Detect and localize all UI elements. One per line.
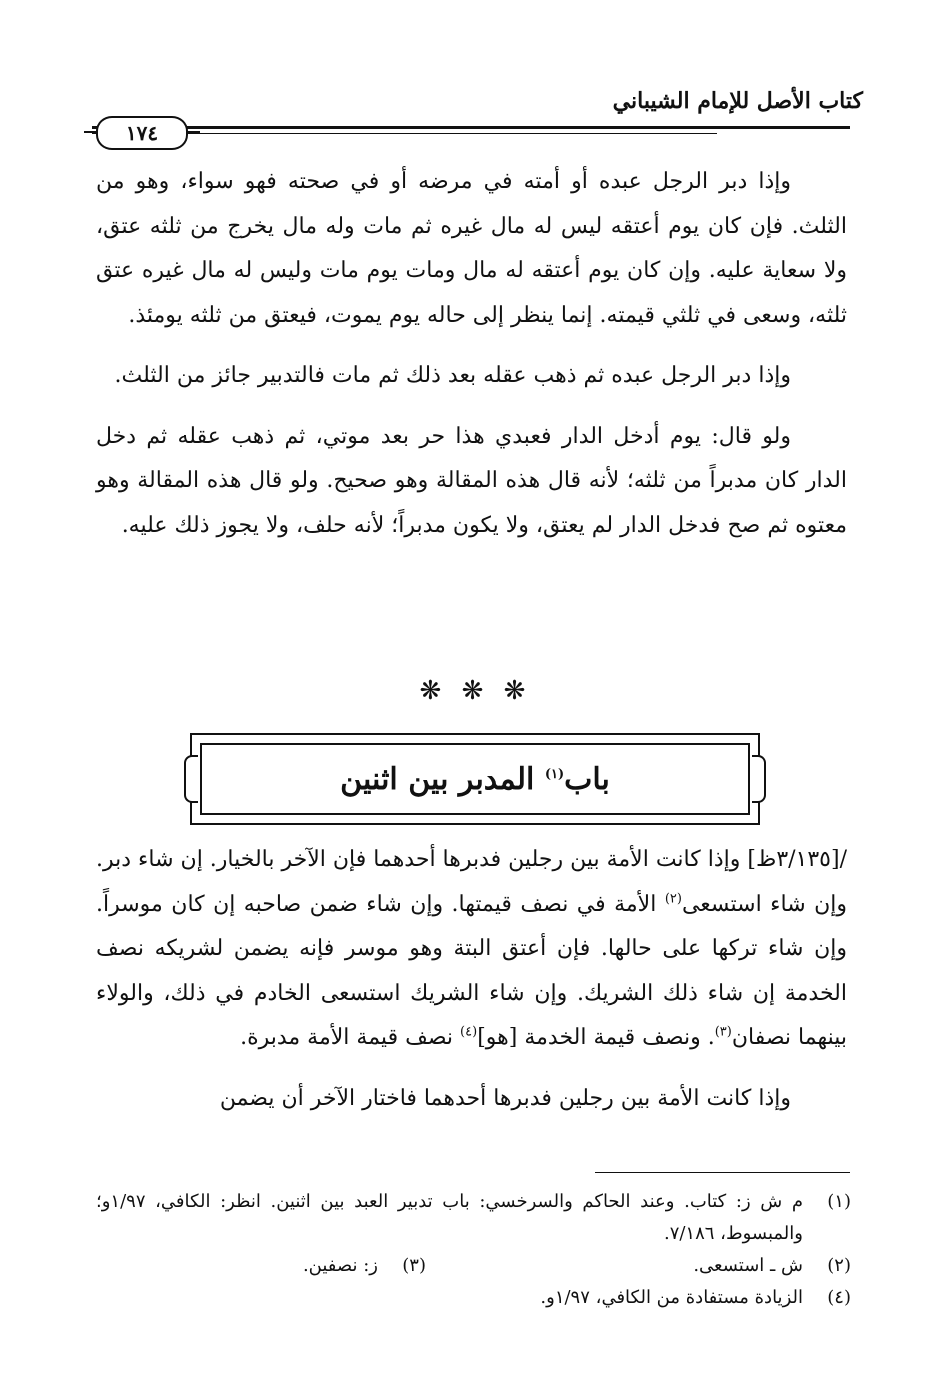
footnote-4-text: الزيادة مستفادة من الكافي، ١/٩٧و. — [540, 1287, 803, 1308]
footnote-3-text: ز: نصفين. — [302, 1255, 378, 1276]
header-rule — [92, 126, 850, 129]
chapter-paragraph-1-part-a: /[٣/١٣٥ظ] وإذا كانت الأمة بين رجلين فدبرها أحدهما فإن الآخر بالخيار. إن شاء دبر. وإن شاء استسعى — [96, 847, 847, 917]
footnote-4 — [96, 1282, 851, 1314]
chapter-title — [340, 762, 610, 797]
chapter-paragraph-1-part-c: . ونصف قيمة الخدمة [هو] — [477, 1025, 715, 1050]
footnote-3-number: (٣) — [402, 1255, 426, 1276]
section-separator-ornament: ❋ ❋ ❋ — [419, 676, 532, 706]
chapter-paragraph-1-part-d: نصف قيمة الأمة مدبرة. — [240, 1025, 461, 1050]
footnote-1 — [96, 1186, 851, 1250]
running-header-title: كتاب الأصل للإمام الشيباني — [612, 88, 863, 114]
footnote-2 — [426, 1250, 851, 1282]
chapter-title-frame — [190, 733, 760, 825]
footnote-1-number: (١) — [827, 1191, 851, 1212]
page-number: ١٧٤ — [125, 121, 159, 145]
chapter-text — [96, 838, 847, 1121]
paragraph-2: وإذا دبر الرجل عبده ثم ذهب عقله بعد ذلك ثم مات فالتدبير جائز من الثلث. — [114, 363, 791, 388]
footnote-row-2-3 — [96, 1250, 851, 1282]
footnotes — [96, 1186, 851, 1314]
paragraph-3: ولو قال: يوم أدخل الدار فعبدي هذا حر بعد موتي، ثم ذهب عقله ثم دخل الدار كان مدبراً من ثلثه؛ لأنه قال هذه المقالة وهو صحيح. ولو قال هذه المقالة وهو معتوه ثم صح فدخل الدار لم يعتق، ولا يكون مدبراً؛ لأنه حلف، ولا يجوز ذلك عليه. — [96, 423, 847, 538]
chapter-paragraph-1 — [96, 838, 847, 1061]
paragraph-1: وإذا دبر الرجل عبده أو أمته في مرضه أو في صحته فهو سواء، وهو من الثلث. فإن كان يوم أعتقه ليس له مال غيره ثم مات وله مال يخرج من ثلثه عتق، ولا سعاية عليه. وإن كان يوم أعتقه له مال ومات يوم مات وليس له مال غيره عتق ثلثه، وسعى في ثلثي قيمته. إنما ينظر إلى حاله يوم يموت، فيعتق من ثلثه يومئذ. — [96, 169, 847, 328]
chapter-title-inner-frame — [200, 743, 750, 815]
chapter-paragraph-2: وإذا كانت الأمة بين رجلين فدبرها أحدهما فاختار الآخر أن يضمن — [219, 1085, 791, 1111]
footnote-4-number: (٤) — [827, 1287, 851, 1308]
main-text — [96, 160, 847, 548]
footnote-1-text: م ش ز: كتاب. وعند الحاكم والسرخسي: باب تدبير العبد بين اثنين. انظر: الكافي، ١/٩٧و؛ والمبسوط، ٧/١٨٦. — [96, 1191, 803, 1244]
chapter-title-rest: المدبر بين اثنين — [340, 761, 545, 797]
footnote-rule — [595, 1172, 850, 1173]
footnote-ref-4: (٤) — [460, 1024, 478, 1040]
chapter-title-word: باب — [564, 761, 610, 797]
footnote-ref-3: (٣) — [714, 1024, 732, 1040]
footnote-ref-1: (١) — [544, 766, 565, 782]
footnote-2-number: (٢) — [827, 1255, 851, 1276]
page-number-badge — [96, 116, 188, 150]
chapter-paragraph-1-part-b: الأمة في نصف قيمتها. وإن شاء ضمن صاحبه إن كان موسراً. وإن شاء تركها على حالها. فإن أعتق البتة وهو موسر فإنه يضمن لشريكه نصف الخدمة إن شاء ذلك الشريك. وإن شاء الشريك استسعى الخادم في ذلك، والولاء بينهما نصفان — [96, 891, 847, 1050]
footnote-3 — [96, 1250, 426, 1282]
footnote-2-text: ش ـ استسعى. — [693, 1255, 803, 1276]
footnote-ref-2: (٢) — [664, 891, 682, 907]
